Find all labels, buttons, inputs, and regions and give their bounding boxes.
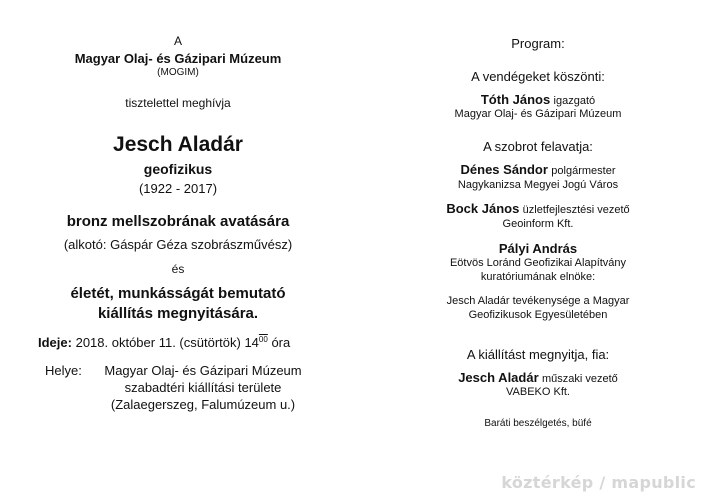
unveil2-org: Geoinform Kft.	[502, 218, 574, 230]
unveil-heading: A szobrot felavatja:	[483, 139, 593, 154]
opening-name: Jesch Aladár	[458, 370, 539, 385]
place-line-2: szabadtéri kiállítási területe	[124, 380, 282, 395]
welcome-heading: A vendégeket köszönti:	[471, 69, 605, 84]
honoree-years: (1922 - 2017)	[138, 181, 218, 196]
museum-name: Magyar Olaj- és Gázipari Múzeum	[74, 51, 282, 66]
opening-org: VABEKO Kft.	[506, 386, 570, 398]
date-label: Ideje:	[38, 335, 72, 350]
invites-text: tisztelettel meghívja	[125, 96, 231, 110]
talk-line-1: Jesch Aladár tevékenysége a Magyar	[446, 295, 630, 307]
unveil3-name: Pályi András	[498, 241, 578, 256]
talk-line-2: Geofizikusok Egyesületében	[468, 309, 608, 321]
unveil3-org-1: Eötvös Loránd Geofizikai Alapítvány	[449, 257, 627, 269]
unveil-speaker-1	[388, 163, 688, 177]
unveil1-org: Nagykanizsa Megyei Jogú Város	[457, 179, 619, 191]
exhibition-line-2: kiállítás megnyitására.	[97, 305, 259, 322]
museum-abbreviation: (MOGIM)	[157, 67, 199, 78]
welcome-role: igazgató	[553, 95, 596, 107]
unveil-speaker-2	[388, 202, 688, 216]
opening-role: műszaki vezető	[541, 373, 618, 385]
date-line	[38, 336, 290, 349]
unveil2-role: üzletfejlesztési vezető	[522, 204, 630, 216]
honoree-profession: geofizikus	[143, 161, 213, 177]
welcome-speaker	[388, 93, 688, 107]
date-minutes: 00	[258, 335, 268, 344]
place-line-1: Magyar Olaj- és Gázipari Múzeum	[104, 363, 302, 378]
place-label: Helye:	[45, 363, 82, 378]
sculptor-credit: (alkotó: Gáspár Géza szobrászművész)	[63, 237, 293, 252]
honoree-name: Jesch Aladár	[113, 133, 243, 156]
place-line-3: (Zalaegerszeg, Falumúzeum u.)	[110, 397, 296, 412]
welcome-org: Magyar Olaj- és Gázipari Múzeum	[454, 108, 622, 120]
exhibition-line-1: életét, munkásságát bemutató	[70, 285, 286, 302]
unveil3-org-2: kuratóriumának elnöke:	[480, 271, 596, 283]
date-suffix: óra	[271, 335, 291, 350]
program-heading: Program:	[511, 36, 565, 51]
intro-a: A	[173, 34, 182, 48]
unveil1-name: Dénes Sándor	[460, 162, 548, 177]
closing-text: Baráti beszélgetés, büfé	[484, 418, 592, 429]
watermark-logo: köztérkép / mapublic	[501, 473, 696, 492]
unveil2-name: Bock János	[446, 201, 520, 216]
opening-speaker	[388, 371, 688, 385]
event-title: bronz mellszobrának avatására	[66, 213, 290, 230]
conjunction: és	[171, 262, 185, 276]
unveil1-role: polgármester	[551, 165, 616, 177]
opening-heading: A kiállítást megnyitja, fia:	[466, 347, 610, 362]
welcome-name: Tóth János	[480, 92, 551, 107]
date-value: 2018. október 11. (csütörtök) 14	[75, 335, 259, 350]
